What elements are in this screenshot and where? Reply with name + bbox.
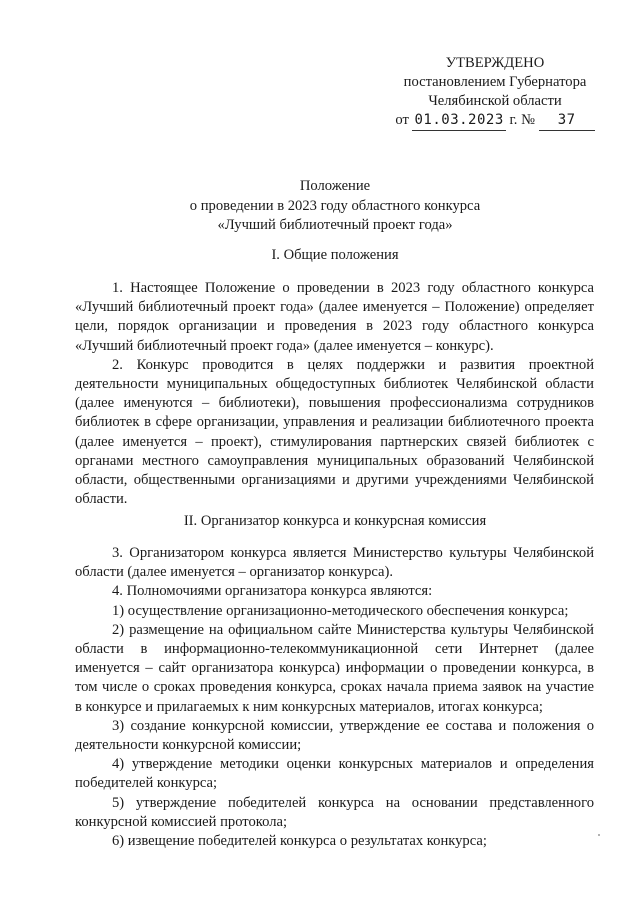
approval-date-suffix: г. № — [509, 112, 535, 128]
approval-date-prefix: от — [395, 112, 409, 128]
paragraph-4: 4. Полномочиями организатора конкурса являются: — [112, 583, 433, 600]
title-line-1: Положение — [299, 178, 371, 194]
approval-date-value: 01.03.2023 — [412, 111, 505, 131]
section-1-heading: I. Общие положения — [271, 247, 399, 263]
paragraph-2: 2. Конкурс проводится в целях поддержки и развития проектной деятельности муниципальных общедоступных библиотек Челябинской области (далее именуются – библиотеки), повышения профессионализма сотрудников библиотек в сфере организации, управления и реализации библиотечного проекта (далее именуется – проект), стимулирования партнерских связей библиотек с органами местного самоуправления муниципальных образований Челябинской области, общественными организациями и другими учреждениями Челябинской области. — [75, 356, 594, 508]
section-2-body — [75, 544, 594, 851]
approval-stamp — [380, 54, 610, 131]
list-item-6: 6) извещение победителей конкурса о результатах конкурса; — [112, 833, 487, 850]
approval-line-1: постановлением Губернатора — [403, 74, 587, 90]
approval-title: УТВЕРЖДЕНО — [445, 55, 545, 71]
paragraph-3: 3. Организатором конкурса является Министерство культуры Челябинской области (далее именуется – организатор конкурса). — [75, 545, 594, 581]
paragraph-1: 1. Настоящее Положение о проведении в 2023 году областного конкурса «Лучший библиотечный проект года» (далее именуется – Положение) определяет цели, порядок организации и проведения в 2023 году областного конкурса «Лучший библиотечный проект года» (далее именуется – конкурс). — [75, 280, 594, 354]
list-item-4: 4) утверждение методики оценки конкурсных материалов и определения победителей конкурса; — [75, 756, 594, 792]
approval-number-value: 37 — [539, 111, 595, 131]
document-title — [80, 177, 590, 236]
title-line-3: «Лучший библиотечный проект года» — [217, 217, 453, 233]
approval-date-number-line — [380, 111, 610, 131]
list-item-3: 3) создание конкурсной комиссии, утверждение ее состава и положения о деятельности конкурсной комиссии; — [75, 717, 594, 754]
approval-line-2: Челябинской области — [428, 93, 562, 109]
section-2-heading: II. Организатор конкурса и конкурсная комиссия — [183, 513, 487, 529]
list-item-5: 5) утверждение победителей конкурса на основании представленного конкурсной комиссией протокола; — [75, 794, 594, 830]
scan-speck — [598, 834, 600, 836]
list-item-2: 2) размещение на официальном сайте Министерства культуры Челябинской области в информационно-телекоммуникационной сети Интернет (далее именуется – сайт организатора конкурса) информации о проведении конкурса, в том числе о сроках проведения конкурса, сроках начала приема заявок на участие в конкурсе и прилагаемых к ним конкурсных материалов, итогах конкурса; — [75, 621, 594, 715]
list-item-1: 1) осуществление организационно-методического обеспечения конкурса; — [112, 602, 569, 619]
title-line-2: о проведении в 2023 году областного конкурса — [189, 197, 481, 214]
section-1-body — [75, 279, 594, 509]
